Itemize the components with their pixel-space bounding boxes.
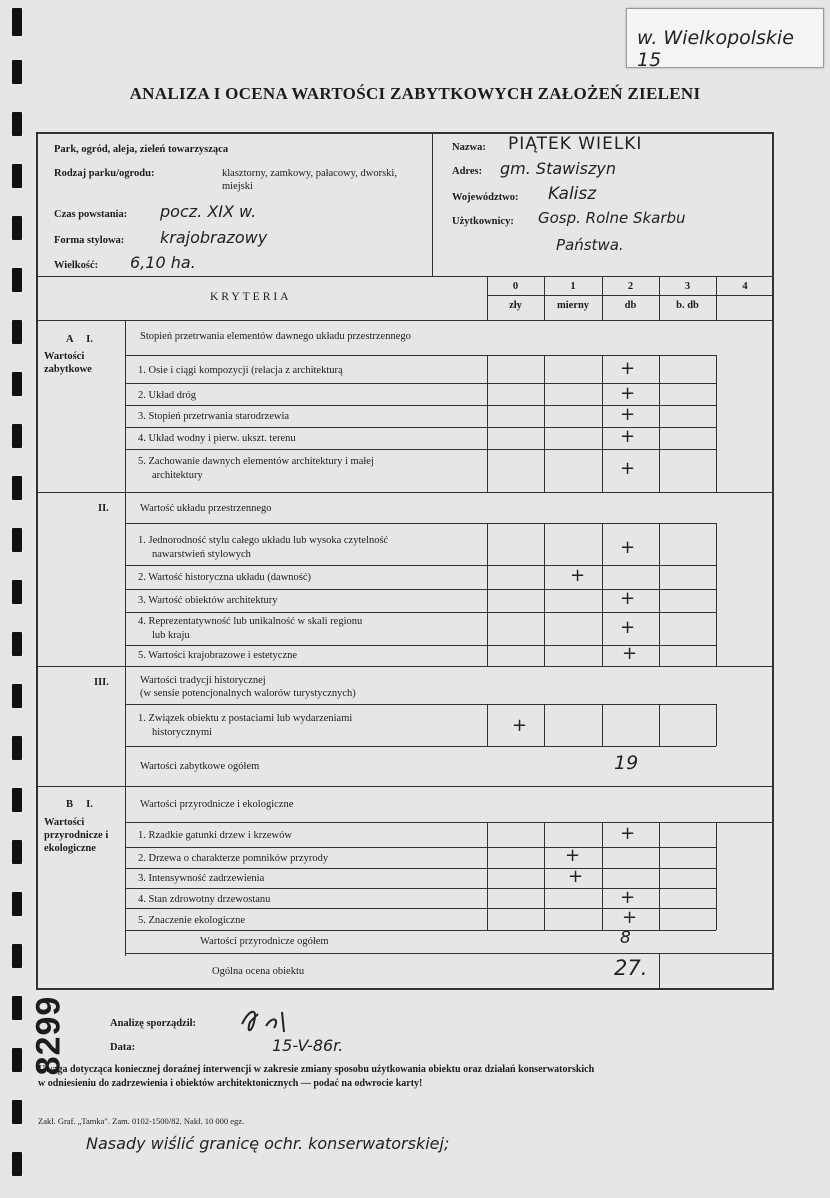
- b-total-value: 8: [620, 928, 631, 948]
- a-row-11-label: 1. Związek obiektu z postaciami lub wydarzeniami: [138, 713, 353, 724]
- corner-tag: [626, 8, 824, 71]
- stamp-number: 8299: [29, 995, 68, 1076]
- a-row-8-mark: +: [620, 588, 636, 609]
- nazwa-value: PIĄTEK WIELKI: [508, 134, 643, 154]
- a-row-9-label: 4. Reprezentatywność lub unikalność w skali regionu: [138, 616, 363, 627]
- a-row-6-mark: +: [620, 537, 636, 558]
- b-row-2-label: 2. Drzewa o charakterze pomników przyrody: [138, 853, 329, 864]
- a-row-7-label: 2. Wartość historyczna układu (dawność): [138, 572, 312, 583]
- a-row-11-mark: +: [512, 715, 528, 736]
- signature: [236, 1002, 326, 1038]
- wojewodztwo-label: Województwo:: [452, 192, 519, 203]
- print-info: Zakl. Graf. „Tamka". Zam. 0102-1500/82. Nakł. 10 000 egz.: [38, 1116, 245, 1126]
- a-total-label: Wartości zabytkowe ogółem: [140, 761, 260, 772]
- col-3-name: b. db: [676, 300, 699, 311]
- a-row-5-mark: +: [620, 458, 636, 479]
- a-row-7-mark: +: [570, 565, 586, 586]
- park-line: Park, ogród, aleja, zieleń towarzysząca: [54, 144, 229, 155]
- czas-label: Czas powstania:: [54, 209, 128, 220]
- b-group-label: Wartości przyrodnicze i ekologiczne: [140, 799, 294, 810]
- a-row-8-label: 3. Wartość obiektów architektury: [138, 595, 278, 606]
- wojewodztwo-value: Kalisz: [548, 184, 597, 204]
- a-row-3-label: 3. Stopień przetrwania starodrzewia: [138, 411, 290, 422]
- a-row-10-label: 5. Wartości krajobrazowe i estetyczne: [138, 650, 298, 661]
- b-row-1-mark: +: [620, 823, 636, 844]
- section-b-name: Wartości przyrodnicze i ekologiczne: [44, 817, 109, 854]
- group-iii-code: III.: [94, 677, 109, 688]
- a-row-9-label-2: lub kraju: [152, 630, 190, 641]
- a-row-2-label: 2. Układ dróg: [138, 390, 197, 401]
- a-row-4-label: 4. Układ wodny i pierw. ukszt. terenu: [138, 433, 296, 444]
- overall-value: 27.: [614, 956, 648, 980]
- a-row-10-mark: +: [622, 643, 638, 664]
- analiza-label: Analizę sporządził:: [110, 1018, 197, 1029]
- b-row-3-label: 3. Intensywność zadrzewienia: [138, 873, 265, 884]
- uzytkownicy-label: Użytkownicy:: [452, 216, 514, 227]
- uzytkownicy-value: Gosp. Rolne Skarbu: [538, 209, 686, 227]
- a-row-2-mark: +: [620, 383, 636, 404]
- rodzaj-label: Rodzaj parku/ogrodu:: [54, 168, 155, 179]
- b-row-4-label: 4. Stan zdrowotny drzewostanu: [138, 894, 271, 905]
- col-0-num: 0: [512, 281, 519, 292]
- adres-value: gm. Stawiszyn: [500, 159, 617, 178]
- czas-value: pocz. XIX w.: [160, 202, 257, 221]
- b-row-4-mark: +: [620, 887, 636, 908]
- form-title: ANALIZA I OCENA WARTOŚCI ZABYTKOWYCH ZAŁOŻEŃ ZIELENI: [129, 84, 701, 103]
- a-row-1-label: 1. Osie i ciągi kompozycji (relacja z architekturą: [138, 365, 343, 376]
- col-1-name: mierny: [556, 300, 590, 311]
- uwaga-text-1: Uwaga dotycząca koniecznej doraźnej interwencji w zakresie zmiany sposobu użytkowania obiektu oraz działań konserwatorskich: [38, 1064, 595, 1075]
- a-row-9-mark: +: [620, 617, 636, 638]
- data-label: Data:: [110, 1042, 136, 1053]
- a-row-5-label-2: architektury: [152, 470, 203, 481]
- adres-label: Adres:: [452, 166, 483, 177]
- rodzaj-options: klasztorny, zamkowy, pałacowy, dworski,: [222, 168, 397, 179]
- forma-label: Forma stylowa:: [54, 235, 125, 246]
- section-a-name: Wartości zabytkowe: [44, 351, 92, 375]
- col-2-num: 2: [627, 281, 634, 292]
- a-row-1-mark: +: [620, 358, 636, 379]
- uwaga-text-2: w odniesieniu do zadrzewienia i obiektów architektonicznych — podać na odwrocie karty!: [38, 1078, 423, 1089]
- b-row-1-label: 1. Rzadkie gatunki drzew i krzewów: [138, 830, 292, 841]
- group-iii-label-2: (w sensie potencjonalnych walorów turystycznych): [140, 688, 356, 699]
- section-a-code: A I.: [66, 334, 93, 345]
- a-total-value: 19: [614, 752, 639, 774]
- b-row-2-mark: +: [565, 845, 581, 866]
- kryteria-label: KRYTERIA: [210, 291, 292, 303]
- a-row-6-label-2: nawarstwień stylowych: [152, 549, 251, 560]
- col-0-name: zły: [509, 300, 522, 311]
- wielkosc-value: 6,10 ha.: [130, 253, 196, 272]
- a-row-5-label: 5. Zachowanie dawnych elementów architektury i małej: [138, 456, 374, 467]
- b-total-label: Wartości przyrodnicze ogółem: [200, 936, 329, 947]
- forma-value: krajobrazowy: [160, 228, 268, 247]
- uzytkownicy-value-2: Państwa.: [556, 236, 624, 254]
- corner-tag-text: w. Wielkopolskie 15: [637, 27, 794, 71]
- group-ii-code: II.: [98, 503, 109, 514]
- group-i-label: Stopień przetrwania elementów dawnego układu przestrzennego: [140, 331, 411, 342]
- group-ii-label: Wartość układu przestrzennego: [140, 503, 272, 514]
- col-4-num: 4: [742, 281, 748, 292]
- a-row-3-mark: +: [620, 404, 636, 425]
- b-row-5-label: 5. Znaczenie ekologiczne: [138, 915, 245, 926]
- wielkosc-label: Wielkość:: [54, 260, 99, 271]
- date-value: 15-V-86r.: [272, 1036, 344, 1055]
- handwritten-note: Nasady wiślić granicę ochr. konserwatorskiej;: [86, 1134, 450, 1153]
- section-b-code: B I.: [66, 799, 93, 810]
- overall-label: Ogólna ocena obiektu: [212, 966, 305, 977]
- col-3-num: 3: [684, 281, 691, 292]
- a-row-4-mark: +: [620, 426, 636, 447]
- col-2-name: db: [624, 300, 637, 311]
- b-row-5-mark: +: [622, 907, 638, 928]
- rodzaj-options-2: miejski: [222, 181, 253, 192]
- a-row-6-label: 1. Jednorodność stylu całego układu lub wysoka czytelność: [138, 535, 389, 546]
- a-row-11-label-2: historycznymi: [152, 727, 213, 738]
- group-iii-label: Wartości tradycji historycznej: [140, 675, 266, 686]
- b-row-3-mark: +: [568, 866, 584, 887]
- nazwa-label: Nazwa:: [452, 142, 486, 153]
- col-1-num: 1: [570, 281, 576, 292]
